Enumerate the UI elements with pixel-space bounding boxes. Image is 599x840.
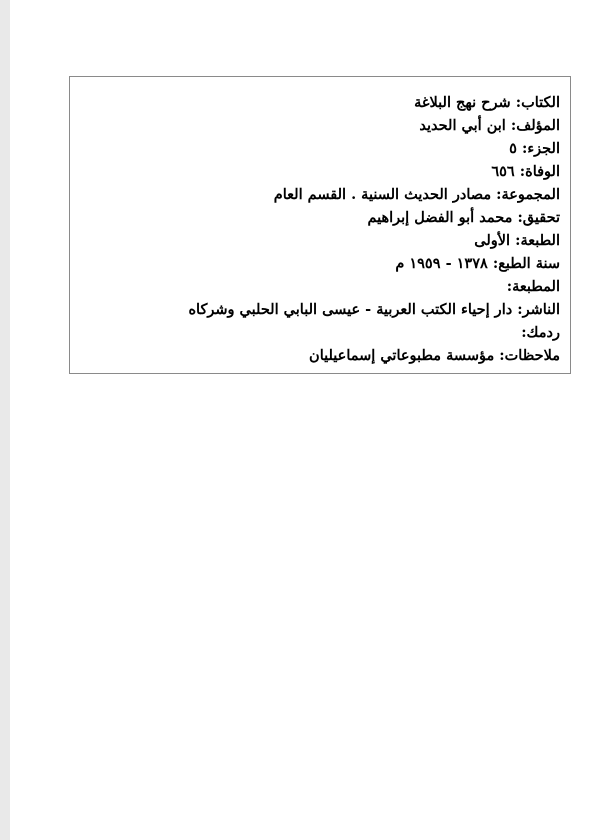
collection-value: مصادر الحديث السنية . القسم العام bbox=[273, 186, 492, 203]
volume-label: الجزء: bbox=[522, 140, 560, 157]
death-year-label: الوفاة: bbox=[519, 163, 560, 180]
editor-label: تحقيق: bbox=[517, 209, 560, 226]
editor-value: محمد أبو الفضل إبراهيم bbox=[367, 209, 513, 226]
author-value: ابن أبي الحديد bbox=[419, 117, 506, 134]
print-year-label: سنة الطبع: bbox=[492, 255, 560, 272]
edition-label: الطبعة: bbox=[515, 232, 560, 249]
book-title-label: الكتاب: bbox=[515, 94, 560, 111]
publisher-value: دار إحياء الكتب العربية - عيسى البابي الحلبي وشركاه bbox=[188, 301, 513, 318]
edition-value: الأولى bbox=[474, 232, 511, 249]
notes-label: ملاحظات: bbox=[499, 347, 560, 364]
volume-value: ٥ bbox=[509, 140, 517, 157]
author-label: المؤلف: bbox=[510, 117, 560, 134]
isbn-label: ردمك: bbox=[521, 324, 560, 341]
publisher-label: الناشر: bbox=[517, 301, 560, 318]
edition-line bbox=[80, 229, 560, 252]
publisher-line bbox=[80, 298, 560, 321]
book-title-line bbox=[80, 91, 560, 114]
print-year-value: ١٣٧٨ - ١٩٥٩ م bbox=[395, 255, 488, 272]
collection-line bbox=[80, 183, 560, 206]
book-title-value: شرح نهج البلاغة bbox=[414, 94, 511, 111]
book-info-card bbox=[69, 76, 571, 374]
isbn-line bbox=[80, 321, 560, 344]
notes-line bbox=[80, 344, 560, 367]
death-year-value: ٦٥٦ bbox=[491, 163, 515, 180]
collection-label: المجموعة: bbox=[496, 186, 560, 203]
author-line bbox=[80, 114, 560, 137]
notes-value: مؤسسة مطبوعاتي إسماعيليان bbox=[309, 347, 495, 364]
press-line bbox=[80, 275, 560, 298]
document-page bbox=[10, 0, 599, 840]
volume-line bbox=[80, 137, 560, 160]
print-year-line bbox=[80, 252, 560, 275]
editor-line bbox=[80, 206, 560, 229]
press-label: المطبعة: bbox=[506, 278, 560, 295]
death-year-line bbox=[80, 160, 560, 183]
